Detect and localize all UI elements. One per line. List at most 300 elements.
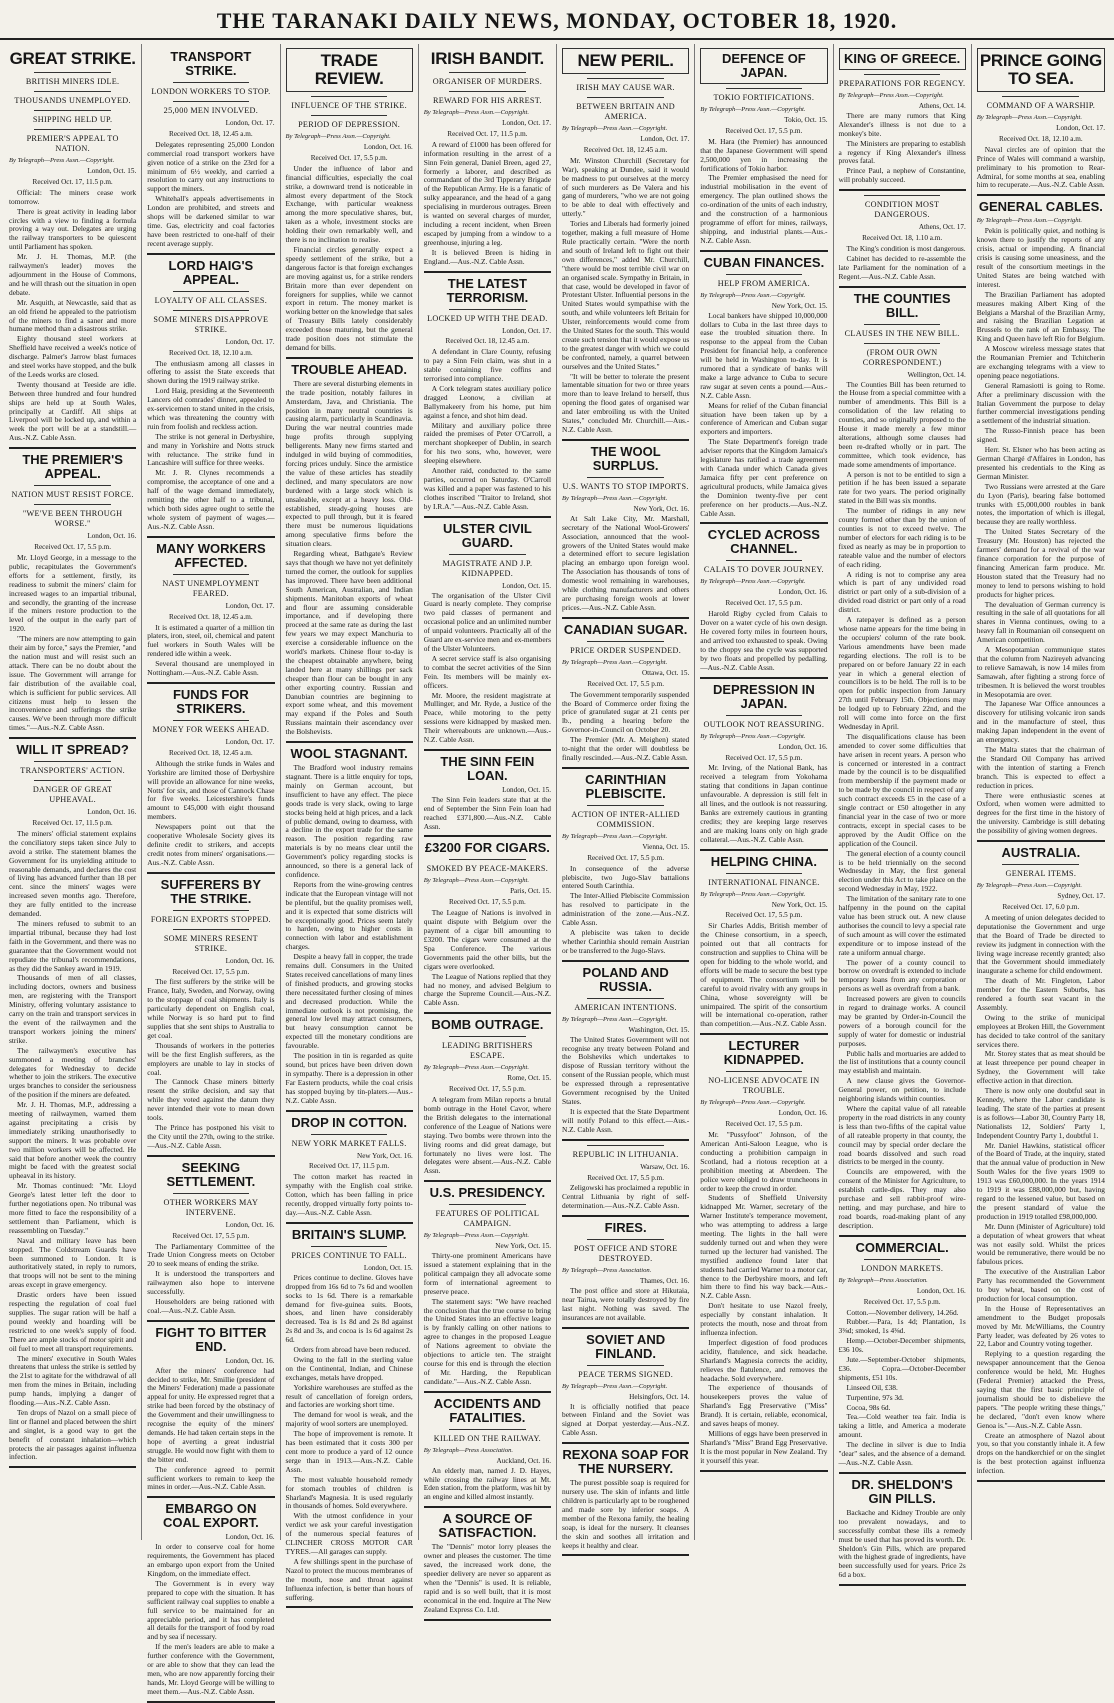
article-dateline: Rome, Oct. 15. [507, 1074, 551, 1083]
article-paragraph: The Counties Bill has been returned to the House from a special committee with a number of amendments. This Bill is a consolidation of the law relating to counties, and so originally proposed to the House it made merely a few minor alterations, although some clauses had been re-drafted wholly or in part. The committee, which took evidence, has made some amendments of importance. [838, 379, 966, 469]
article-paragraph: It is believed Breen is hiding in England.—Aus.-N.Z. Cable Assn. [423, 247, 551, 266]
divider-rule [34, 780, 110, 781]
article-paragraph: The number of ridings in any new county formed other than by the union of counties is not to exceed twelve. The number of electors for each riding is to be fixed as nearly as may be in proportion to rateable value and the number of electors of each riding. [838, 506, 966, 569]
article-dateline: New York, Oct. 15. [495, 1242, 551, 1251]
divider-rule [587, 805, 663, 806]
article-headline: FUNDS FOR STRIKERS. [172, 686, 249, 716]
divider-rule [587, 1365, 663, 1366]
article-byline: By Telegraph—Press Association. [562, 1267, 652, 1275]
article-body [286, 165, 413, 353]
article-end-rule [424, 835, 551, 837]
article-headline: COMMERCIAL. [855, 1239, 949, 1255]
article-dateline: London, Oct. 17. [1056, 124, 1105, 132]
article-paragraph: Mr. Moore, the resident magistrate at Mullinger, and Mr. Ryde, a Justice of the Peace, while motoring to the petty sessions were kidnapped by masked men. Their whereabouts are unknown.—Aus.-N.Z. Cable Assn. [423, 690, 551, 745]
article-paragraph: There are several disturbing elements in the trade position, notably failures in Amsterdam, Java, and Christiania. The position in many neutral countries is causing alarm, particularly in Scandinavia. During the war neutral countries made huge profits through supplying belligerents. Many new firms started and indulged in wild buying of commodities, forcing prices unduly. Since the armistice the value of these articles has steadily declined, and many speculators are now burdened with a large stock which is unsaleable, except at a heavy loss. Old-established, steady-going houses are expected to pull through, but it is feared there must be numerous liquidations among speculative firms before the situation clears. [285, 378, 413, 549]
article-body [700, 1131, 827, 1466]
article-end-rule [424, 1391, 551, 1393]
article-received: Received Oct. 17, 11.5 p.m. [32, 819, 113, 828]
article-body [424, 1096, 551, 1176]
article [700, 683, 827, 851]
article-received: Received Oct. 18, 12.10 a.m. [169, 348, 253, 357]
article-received: Received Oct. 17, 5.5 p.m. [587, 853, 665, 862]
article-paragraph: A Moscow wireless message states that the Roumanian Premier and Tchitcherin are exchanging telegrams with a view to opening peace negotiations. [976, 344, 1105, 380]
article-headline: HELPING CHINA. [710, 853, 817, 869]
article-dateline: Athens, Oct. 14. [918, 102, 966, 110]
divider-rule [173, 101, 249, 102]
article-body [147, 360, 274, 532]
divider-rule [449, 554, 525, 555]
article [424, 1186, 551, 1393]
article-paragraph: The Russo-Finnish peace has been signed. [976, 426, 1105, 445]
article-paragraph: The Malta states that the chairman of the Standard Oil Company has arrived with the intention of starting a French branch. This is expected to effect a reduction in prices. [976, 745, 1105, 790]
article [839, 1241, 966, 1474]
article-paragraph: An elderly man, named J. D. Hayes, while crossing the railway lines at Mt. Eden station, from the platform, was hit by an engine and killed almost instantly. [423, 1465, 551, 1502]
article-paragraph: Mr. Lloyd George, in a message to the public, recapitulates the Government's efforts for a settlement, firstly, its readiness to submit the miners' claim for increased wages to an impartial tribunal, and secondly, the granting of the increase if the miners restore production to the level of the output in the early part of 1920. [9, 553, 137, 634]
article [700, 48, 827, 252]
article-end-rule [424, 1506, 551, 1508]
article-paragraph: The Inter-Allied Plebiscite Commission has resolved to participate in the administration of the zone.—Aus.-N.Z. Cable Assn. [562, 891, 690, 928]
article-headline: TRADE REVIEW. [286, 48, 413, 92]
article-subhead: TRANSPORTERS' ACTION. [20, 766, 125, 776]
article [839, 48, 966, 191]
article-paragraph: M. Hara (the Premier) has announced that the Japanese Government will spend 2,500,000 yen in increasing the fortifications of Tokio harbor. [700, 136, 828, 173]
article-end-rule [839, 1584, 966, 1586]
article-end-rule [147, 1155, 274, 1157]
article-paragraph: The United States Government will not recognise any treaty between Poland and the Bolsheviks which undertakes to dispose of Russian territory without the consent of the Russian people, which must be expressed through a representative Government recognised by the United States. [562, 1034, 690, 1106]
article-paragraph: Zeligowski has proclaimed a republic in Central Lithuania by right of self-determination.—Aus.-N.Z. Cable Assn. [562, 1183, 690, 1211]
article-paragraph: The executive of the Australian Labor Party has recommended the Government to buy wheat, based on the cost of production for local consumption. [976, 1267, 1105, 1303]
article-paragraph: The Premier (Mr. A. Meighen) stated to-night that the order will doubtless be finally rescinded.—Aus.-N.Z. Cable Assn. [562, 735, 690, 762]
article [424, 50, 551, 273]
column-1 [4, 44, 142, 1540]
article-byline: By Telegraph—Press Assn.—Copyright. [285, 133, 391, 140]
article [424, 522, 551, 751]
article-paragraph: Don't hesitate to use Nazol freely, especially by constant inhalation. It protects the mouth, nose and throat from influenza infection. [700, 1301, 828, 1337]
article-dateline: Paris, Oct. 15. [510, 887, 551, 896]
article-paragraph: The devaluation of German currency is resulting in the sale of all quotations for all shares in Vienna continues, owing to a heavy fall in Roumanian oil consequent on American competition. [976, 599, 1105, 645]
article-paragraph: Another raid, conducted to the same parties, occurred on Saturday. O'Carroll was killed and a paper was fastened to his clothes inscribed "Traitor to Ireland, shot by I.R.A."—Aus.-N.Z. Cable Assn. [423, 466, 551, 511]
divider-rule [587, 477, 663, 478]
article-paragraph: Thousands of workers in the potteries will be the first English sufferers, as the employers are unable to lay in stocks of coal. [147, 1040, 275, 1077]
article-end-rule [424, 1619, 551, 1621]
article-end-rule [700, 250, 827, 252]
article-dateline: London, Oct. 16. [87, 532, 137, 541]
article [839, 292, 966, 1237]
article-body [977, 914, 1105, 1476]
article-paragraph: In the House of Representatives an amendment to the Budget proposals moved by Mr. McWilliams, the Country Party leader, was defeated by 26 votes to 22, Labor and Country voting together. [976, 1303, 1105, 1349]
divider-rule [726, 1071, 802, 1072]
article-paragraph: The League of Nations is involved in quaint dispute with Belgium over the payment of a cigar bill amounting to £3200. The cigars were consumed at the Spa Conference. The various Governments paid the other bills, but the cigars were overlooked. [423, 908, 551, 971]
article-paragraph: The "Dennis" motor lorry pleases the owner and pleases the customer. The time saved, the increased work done, the speedier delivery are never so apparent as when the "Dennis" is used. It is reliable, rapid and is so well built, that it is most economical in the end. Inquire at The New Zealand Express Co. Ltd. [423, 1542, 551, 1614]
article-paragraph: Mr. J. R. Clynes recommends a compromise, the acceptance of one and a half of the wage demand immediately, remitting the other half to a tribunal, which both sides agree ought to settle the whole system of payment of wages.—Aus.-N.Z. Cable Assn. [147, 468, 275, 531]
article-subhead: PREMIER'S APPEAL TO NATION. [26, 134, 119, 153]
article-dateline: Warsaw, Oct. 16. [640, 1162, 690, 1171]
article-dateline: London, Oct. 15. [502, 785, 551, 794]
article-paragraph: The statement says: "We have reached the conclusion that the true course to bring the United States into an effective league is by frankly calling on other nations to agree to changes in the proposed League of Nations agreement to obviate the objections to article ten. The straight course for this end is through the election of Mr. Harding, the Republican candidate."—Aus.-N.Z. Cable Assn. [423, 1296, 551, 1386]
article-end-rule [839, 1472, 966, 1474]
article-paragraph: The enthusiasm among all classes in offering to assist the State exceeds that shown during the 1919 railway strike. [147, 358, 275, 386]
article-subhead: SHIPPING HELD UP. [32, 115, 113, 124]
divider-rule [864, 195, 940, 196]
article [147, 688, 274, 874]
article-end-rule [424, 1012, 551, 1014]
article-received: Received Oct. 18, 12.45 a.m. [445, 337, 530, 346]
article-paragraph: The limitation of the sanitary rate to one halfpenny in the pound on the capital value has been struck out. A new clause authorises the council to levy a special rate of such amount as will cover the estimated expenditure or to impose instead of the rate a uniform annual charge. [838, 894, 966, 957]
article-received: Received Oct. 17, 6.0 p.m. [1002, 902, 1080, 911]
article-paragraph: A ratepayer is defined as a person whose name appears for the time being in the occupiers' column of the rate book. Various amendments have been made regarding elections. The roll is to be prepared on or before January 22 in each year in which a general election of councillors is to be held. The roll is to be open for public inspection from January 27th until February 15th. Objections may be lodged up to February 22nd, and the roll will come into force on the first Wednesday in April. [838, 615, 966, 731]
article-dateline: London, Oct. 16. [225, 1220, 275, 1229]
article-paragraph: Local bankers have shipped 10,000,000 dollars to Cuba in the last three days to ease the troubled situation there. In response to the appeal from the Cuban President for financial help, a conference will be held in Washington to-day. It is rumored that a syndicate of banks will make a large advance to Cuba to secure raw sugar at seven cents a pound.—Aus.-N.Z. Cable Assn. [700, 310, 828, 400]
article-paragraph: Lord Haig, presiding at the Seventeenth Lancers old comrades' dinner, appealed to ex-servicemen to stand united in the crisis, which was threatening the country with ruin from foolish and reckless action. [147, 386, 275, 431]
article-byline: By Telegraph—Press Assn.—Copyright. [423, 1232, 530, 1240]
article-end-rule [977, 1480, 1105, 1482]
article-paragraph: The Prince has postponed his visit to the City until the 27th, owing to the strike.—Aus.-N.Z. Cable Assn. [147, 1122, 275, 1150]
article-paragraph: The League of Nations replied that they had no money, and advised Belgium to charge the Supreme Council.—Aus.-N.Z. Cable Assn. [423, 971, 551, 1008]
article-dateline: Auckland, Oct. 16. [496, 1456, 551, 1465]
article-subhead: MAGISTRATE AND J.P. KIDNAPPED. [442, 558, 533, 578]
divider-rule [34, 129, 110, 130]
article-end-rule [562, 1139, 689, 1141]
article-paragraph: Mr. J. H. Thomas, M.P. (the railwaymen's leader) moves the adjournment in the House of Commons, and he will thrash out the situation in open debate. [9, 252, 137, 297]
divider-rule [864, 343, 940, 344]
article-body [147, 624, 274, 678]
article-paragraph: Reports from the wine-growing centres indicate that the European vintage will not be plentiful, but the quality promises well, and it is expected that some districts will be exceptionally good. Prices seem lately to harden, owing to higher costs in connection with labor and establishment charges. [285, 879, 413, 952]
article-headline: AUSTRALIA. [1001, 845, 1081, 861]
article-body [562, 157, 689, 435]
article [147, 50, 274, 255]
article-received: Received Oct. 17, 5.5 p.m. [725, 599, 803, 608]
article-subhead: GENERAL ITEMS. [1005, 869, 1077, 879]
divider-rule [587, 78, 663, 79]
article-paragraph: Drastic orders have been issued respecting the regulation of coal fuel supplies. The sugar ration will be half a pound weekly and hoarding will be restricted to one week's supply of food. There are ample stocks of motor spirit and oil fuel to meet all transport requirements. [9, 1290, 137, 1353]
article-paragraph: Ten drops of Nazol on a small piece of lint or flannel and placed between the shirt and singlet, is a good way to get the benefit of constant inhalation—which protects the air passages against influenza infection. [9, 1407, 137, 1462]
article-headline: A SOURCE OF SATISFACTION. [438, 1511, 537, 1541]
article-dateline: Athens, Oct. 17. [918, 223, 966, 232]
article-byline: By Telegraph—Press Assn.—Copyright. [9, 157, 115, 164]
article-paragraph: Where the capital value of all rateable property in the road districts in any county is less than two-fifths of the capital value of all rateable property in that county, the council may by special order declare the road boards dissolved and such road districts to be merged in the county. [838, 1104, 966, 1167]
article-headline: TROUBLE AHEAD. [291, 361, 408, 377]
article-paragraph: The State Department's foreign trade adviser reports that the Kingdom Jamaica's legislature has ratified a trade agreement with Canada under which Canada gives Jamaica fifty per cent preference on agricultural products, while Jamaica gives the Dominion twenty-five per cent preference on her products.—Aus.-N.Z. Cable Assn. [700, 437, 828, 518]
article-paragraph: Whitehall's appeals advertisements in London are prohibited, and streets and shops will be darkened similar to war time. Gas, electricity and coal factories have been restricted to one-half of their recent average supply. [147, 194, 275, 248]
article-headline: THE SINN FEIN LOAN. [440, 753, 535, 783]
article-dateline: London, Oct. 15. [502, 581, 551, 590]
article-subhead: 25,000 MEN INVOLVED. [163, 106, 259, 115]
article-headline: LORD HAIG'S APPEAL. [168, 257, 254, 287]
article-subhead: "WE'VE BEEN THROUGH WORSE." [22, 509, 123, 529]
article-paragraph: "It will be better to tolerate the present lamentable situation for two or three years more than to leave Ireland to herself, thus opening the flood gates of organised war and later embroiling us with the United States," concluded Mr. Churchill.—Aus.-N.Z. Cable Assn. [562, 371, 690, 434]
article-paragraph: Under the influence of labor and financial difficulties, especially the coal strike, a downward trend is noticeable in almost every department of the Stock Exchange, with particular weakness among the more speculative shares, but, taken as a whole, investment stocks are holding their own remarkably well, and there is no inclination to realise. [285, 163, 413, 245]
article-dateline: Washington, Oct. 15. [628, 1025, 690, 1034]
article [562, 1448, 689, 1556]
article-paragraph: The King's condition is most dangerous. [846, 243, 966, 253]
article-body [839, 112, 966, 185]
article-received: Received Oct. 18, 12.45 a.m. [583, 145, 668, 154]
article-body [562, 1184, 689, 1211]
article-paragraph: Mr. Daniel Hawkins, statistical officer of the Board of Trade, at the inquiry, stated that the annual value of production in New South Wales for the five years 1909 to 1913 was £60,000,000. In the years 1914 to 1919 it was £88,000,000 but, having regard to the lessened value, but based on the present standard of value the production in 1919 totalled £98,000,000. [976, 1140, 1105, 1221]
article-received: Received Oct. 17, 5.5 p.m. [725, 753, 803, 762]
article-paragraph: Replying to a question regarding the newspaper announcement that the Genoa conference would be held, Mr. Hughes (Federal Premier) attacked the Press, saying that the first basic principle of journalism should be to disbelieve the papers. "The people writing these things," he declared, "don't even know where Genoa is."—Aus.-N.Z. Cable Assn. [976, 1349, 1105, 1430]
article-paragraph: Means for relief of the Cuban financial situation have been taken up by a conference of American and Cuban sugar exporters and importers. [700, 400, 828, 437]
article-dateline: London, Oct. 16. [225, 956, 275, 965]
article-paragraph: Create an atmosphere of Nazol about you, so that you constantly inhale it. A few drops on the handkerchief or on the singlet is the best protection against influenza infection. [976, 1430, 1105, 1476]
article-subhead: LOYALTY OF ALL CLASSES. [154, 295, 268, 305]
article-received: Received Oct. 17, 5.5 p.m. [172, 1231, 250, 1240]
article-subhead: ORGANISER OF MURDERS. [432, 77, 543, 86]
divider-rule [1002, 96, 1079, 97]
article-end-rule [147, 872, 274, 874]
divider-rule [173, 291, 249, 292]
divider-rule [587, 998, 663, 999]
article-subhead: OUTLOOK NOT REASSURING. [703, 719, 825, 729]
article-subhead: REWARD FOR HIS ARREST. [432, 96, 542, 105]
article-received: Received Oct. 18, 1.10 a.m. [862, 234, 943, 243]
article-headline: SOVIET AND FINLAND. [586, 1331, 666, 1361]
article-end-rule [700, 1033, 827, 1035]
divider-rule [173, 574, 249, 575]
article-paragraph: Yorkshire warehouses are stuffed as the result of cancellation of foreign orders, and factories are working short time. [285, 1382, 413, 1410]
article-paragraph: The general election of a county council is to be held triennially on the second Wednesday in May, the first general election under this Act to take place on the second Wednesday in May, 1922. [838, 848, 966, 894]
article-received: Received Oct. 17, 5.5 p.m. [587, 679, 665, 688]
article-subhead: CALAIS TO DOVER JOURNEY. [703, 565, 824, 575]
article-headline: REXONA SOAP FOR THE NURSERY. [562, 1447, 689, 1477]
article-dateline: New York, Oct. 16. [633, 504, 690, 513]
article-headline: WOOL STAGNANT. [290, 746, 408, 762]
article-headline: BRITAIN'S SLUMP. [291, 1226, 407, 1242]
article-paragraph: Councils are empowered, with the consent of the Minister for Agriculture, to establish cattle-dips. They may also purchase and sell rabbit-proof wire-netting, and may purchase, and hire to road boards, road-making plant of any description. [838, 1167, 966, 1230]
article-paragraph: Millions of eggs have been preserved in Sharland's "Miss" Brand Egg Preservative. It is the most popular in New Zealand. Try it yourself this year. [700, 1428, 828, 1465]
article-headline: THE COUNTIES BILL. [853, 290, 951, 320]
article-paragraph: The disqualifications clause has been amended to cover some difficulties that have arisen in recent years. A person who is concerned or interested in a contract made by the council is to be disqualified from membership if the payment made or to be made by the council in respect of any such contract exceeds £5 in the case of a single contract or £50 altogether in any financial year in the case of two or more contracts, except in special cases to be approved by the Audit Office on the application of the Council. [838, 731, 966, 848]
article-end-rule [700, 522, 827, 524]
article-subhead: OTHER WORKERS MAY INTERVENE. [163, 1197, 259, 1217]
article-paragraph: A plebiscite was taken to decide whether Carinthia should remain Austrian or be transferred to the Jugo-Slavs. [562, 928, 690, 955]
article-byline: By Telegraph—Press Association. [423, 1446, 514, 1454]
article-paragraph: Although the strike funds in Wales and Yorkshire are limited those of Derbyshire will provide an allowance for nine weeks, Notts' for six, and those of Cannock Chase for five weeks. Leicestershire's funds amount to £45,000 with eight thousand members. [147, 758, 275, 822]
article-paragraph: The organisation of the Ulster Civil Guard is nearly complete. They comprise two paid classes of permanent and occasional police and an unlimited number of unpaid volunteers. Practically all of the Guard are ex-service men and ex-members of the Ulster Volunteers. [423, 590, 551, 653]
article-headline: DROP IN COTTON. [291, 1114, 408, 1130]
article-headline: FIGHT TO BITTER END. [155, 1324, 267, 1354]
article-headline: U.S. PRESIDENCY. [429, 1185, 546, 1201]
divider-rule [449, 859, 525, 860]
article-body [562, 515, 689, 613]
article-paragraph: Backache and Kidney Trouble are only too prevalent nowadays, and to successfully combat these ills a remedy must be used that has proved its worth. Dr. Sheldon's Gin Pills, which are prepared with the highest grade of ingredients, have been successfully used for years. Price 2s 6d a box. [838, 1507, 966, 1580]
article-subhead: INTERNATIONAL FINANCE. [708, 877, 820, 887]
article-paragraph: Cabinet has decided to re-assemble the late Parliament for the nomination of a Regent.—Aus.-N.Z. Cable Assn. [838, 253, 966, 281]
article-paragraph: Jute.—September-October shipments, £36. Copra.—October-December shipments, £51 10s. [838, 1355, 966, 1382]
article-paragraph: The Government temporarily suspended the Board of Commerce order fixing the price of granulated sugar at 21 cents per lb., pending a hearing before the Governor-in-Council on October 20. [562, 689, 690, 735]
article-paragraph: Mr. "Pussyfoot" Johnson, of the American Anti-Saloon League, who is conducting a prohibition campaign in Scotland, had a riotous reception at a prohibition meeting at Aberdeen. The police were obliged to draw truncheons in order to keep the crowd in order. [700, 1130, 828, 1193]
article-received: Received Oct. 17, 5.5 p.m. [863, 1297, 941, 1306]
article-subhead: PRICE ORDER SUSPENDED. [570, 645, 682, 655]
article-paragraph: A secret service staff is also organising to combat the secret activities of the Sinn Fein. Its members will be mainly ex-officers. [423, 653, 551, 690]
article-headline: DEPRESSION IN JAPAN. [712, 681, 815, 711]
article-paragraph: Hemp.—October-December shipments, £36 10s. [838, 1336, 966, 1355]
article-body [562, 1403, 689, 1439]
article [9, 453, 136, 739]
article [562, 623, 689, 769]
article-dateline: London, Oct. 17. [502, 119, 551, 127]
article-paragraph: Herr. St. Elsner who has been acting as German Chargé d'Affaires in London, has presented his credentials to the King as German Minister. [976, 445, 1105, 481]
article-paragraph: Prince Paul, a nephew of Constantine, will probably succeed. [838, 166, 966, 185]
article [424, 841, 551, 1014]
article [562, 445, 689, 619]
article-paragraph: Mr. Winston Churchill (Secretary for War), speaking at Dundee, said it would be madness to put ourselves at the mercy of such murderers as De Valera and his gang of murderers, "who we are not going to be able to deal with effectively and utterly." [562, 155, 690, 219]
article-subhead: REPUBLIC IN LITHUANIA. [572, 1149, 679, 1159]
article-paragraph: The post office and store at Hikutaia, near Tairua, were totally destroyed by fire last night. Nothing was saved. The insurances are not available. [562, 1286, 690, 1322]
article-received: Received Oct. 17, 5.5 p.m. [725, 126, 803, 135]
article-paragraph: The miners refused to submit to an impartial tribunal, because they had lost faith in the Government, and there was no guarantee that the Government would not repudiate the tribunal's recommendations, as they did the Sankey award in 1919. [9, 919, 137, 973]
article-body [147, 1543, 274, 1696]
article-body [977, 146, 1105, 191]
article-received: Received Oct. 17, 5.5 p.m. [448, 898, 526, 907]
article-end-rule [562, 617, 689, 619]
article-headline: EMBARGO ON COAL EXPORT. [162, 1501, 259, 1531]
article-paragraph: A Cork telegram states auxiliary police dragged Leonow, a civilian at Ballymakeery from his home, put him against a fence, and shot him dead. [423, 383, 551, 420]
article-paragraph: A Mesopotamian communique states that the column from Nazireyeh advancing to relieve Samawah, is now 14 miles from Samawah, after fighting a strong force of tribesmen. It is believed the worst troubles in Mesopotamia are over. [976, 645, 1105, 699]
article-byline: By Telegraph—Press Assn.—Copyright. [562, 1015, 668, 1023]
article-paragraph: The death of Mr. Fingleton, Labor member for the Eastern Suburbs, has rendered a fourth seat vacant in the Assembly. [976, 976, 1105, 1012]
article-received: Received Oct. 17, 5.5 p.m. [587, 1173, 665, 1182]
article-end-rule [700, 1470, 827, 1472]
article-end-rule [839, 1235, 966, 1237]
article-dateline: Ottawa, Oct. 15. [641, 668, 690, 677]
article-paragraph: The railwaymen's executive has summoned a meeting of branches' delegates for Wednesday to decide whether to join the strikers. The executive urges branches to consider the seriousness of the position if the miners are defeated. [9, 1045, 137, 1100]
article-paragraph: There are many rumors that King Alexander's illness is not due to a monkey's bite. [838, 110, 966, 138]
article-subhead: SMOKED BY PEACE-MAKERS. [426, 864, 549, 874]
article-paragraph: The experience of thousands of housekeepers proves the value of Sharland's Egg Preservative ("Miss" Brand). It is certain, reliable, economical, and saves heaps of money. [700, 1383, 828, 1429]
article-dateline: London, Oct. 16. [225, 1533, 275, 1542]
article-body [286, 380, 413, 737]
article-end-rule [286, 1606, 413, 1608]
article-subhead: DANGER OF GREAT UPHEAVAL. [32, 785, 113, 805]
article-paragraph: A few shillings spent in the purchase of Nazol to protect the mucous membranes of the mouth, nose and throat against Influenza infection, is better than hours of suffering. [285, 1556, 413, 1602]
article-received: Received Oct. 18, 12.45 a.m. [169, 748, 253, 757]
article-paragraph: The most valuable household remedy for stomach troubles of children is Sharland's Magnesia. It is used regularly in thousands of homes. Sold everywhere. [285, 1474, 413, 1511]
divider-rule [864, 324, 940, 325]
article-dateline: Thames, Oct. 16. [639, 1277, 690, 1286]
article-paragraph: Thirty-one prominent Americans have issued a statement explaining that in the political campaign they all advocate some form of international agreement to preserve peace. [423, 1251, 551, 1296]
article-paragraph: Mr. Irving, of the National Bank, has received a telegram from Yokohama stating that conditions in Japan continue unfavourable. A depression is still felt in all lines, and the outlook is not reassuring. Banks are extremely cautious in granting credits; they are keeping large reserves and are making loans only on high grade collateral.—Aus.-N.Z. Cable Assn. [700, 763, 828, 844]
article-body [147, 141, 274, 249]
article-end-rule [147, 1701, 274, 1703]
article-subhead: U.S. WANTS TO STOP IMPORTS. [562, 481, 689, 491]
article-dateline: Helsingfors, Oct. 14. [629, 1392, 690, 1401]
article-byline: By Telegraph—Press Assn.—Copyright. [423, 109, 530, 116]
article-paragraph: It is officially notified that peace between Finland and the Soviet was signed at Dorpat yesterday.—Aus.-N.Z. Cable Assn. [562, 1401, 690, 1438]
article-subhead: BRITISH MINERS IDLE. [25, 77, 120, 86]
article-paragraph: In consequence of the adverse plebiscite, two Jugo-Slav battalions entered South Carinthia. [562, 863, 690, 891]
divider-rule [449, 72, 525, 73]
article [286, 747, 413, 1111]
article-subhead: LONDON WORKERS TO STOP. [151, 87, 271, 96]
article-paragraph: There is now only one doubtful seat in Kennedy, where the Labor candidate is leading. The state of the parties at present is as follows—Labor 30, Country Party 18, Nationalists 12, Soldiers' Party 1, Independent Country Party 1, doubtful 1. [976, 1086, 1105, 1140]
article-paragraph: Owing to the fall in the sterling value on the Continental, Indian, and Chinese exchanges, metals have dropped. [285, 1354, 413, 1382]
article-paragraph: Turpentine, 97s 3d. [846, 1392, 904, 1402]
article-end-rule [562, 767, 689, 769]
article-end-rule [286, 1110, 413, 1112]
article-end-rule [147, 1496, 274, 1498]
article-paragraph: The power of a county council to borrow on overdraft is extended to include temporary loans from any corporation or persons as well as overdraft from a bank. [838, 957, 966, 994]
article-paragraph: The miners' executive in South Wales threatens that unless the strike is settled by the 21st to agitate for the withdrawal of all men from the mines in Britain, including pump hands, implying a danger of flooding.—Aus.-N.Z. Cable Assn. [9, 1353, 137, 1408]
article-paragraph: It is estimated a quarter of a million tin platers, iron, steel, oil, chemical and patent fuel workers in South Wales will be rendered idle within a week. [147, 622, 275, 659]
article-paragraph: The cotton market has reacted in sympathy with the English coal strike. Cotton, which has been falling in price recently, dropped virtually forty points to-day.—Aus.-N.Z. Cable Assn. [285, 1172, 413, 1217]
article-body [424, 141, 551, 267]
article-byline: By Telegraph—Press Assn.—Copyright. [976, 114, 1083, 121]
article-dateline: London, Oct. 16. [916, 1286, 966, 1295]
article-received: Received Oct. 17, 5.5 p.m. [725, 911, 803, 920]
article-paragraph: Pekin is politically quiet, and nothing is known there to justify the reports of any crisis, actual or impending. A financial crisis is causing some uneasiness, and the result of the consortium meetings in the United States are being watched with interest. [976, 226, 1105, 289]
article [839, 1478, 966, 1586]
divider-rule [726, 873, 802, 874]
article [562, 48, 689, 441]
article-dateline: London, Oct. 16. [363, 143, 413, 151]
article [147, 1161, 274, 1322]
article-headline: ULSTER CIVIL GUARD. [442, 520, 532, 550]
article-body [424, 348, 551, 511]
article-end-rule [147, 1320, 274, 1322]
divider-rule [726, 715, 802, 716]
divider-rule [587, 1239, 663, 1240]
article-dateline: London, Oct. 15. [363, 1263, 413, 1272]
article [147, 1502, 274, 1702]
article-body [839, 381, 966, 1231]
article-dateline: Wellington, Oct. 14. [907, 370, 966, 379]
article [700, 528, 827, 678]
article-body [147, 978, 274, 1150]
divider-rule [864, 1259, 940, 1260]
article [147, 878, 274, 1157]
article-paragraph: The first sufferers by the strike will be France, Italy, Sweden, and Norway, owing to the stoppage of coal shipments. Italy is particularly dependent on English coal, while Norway is so hard put to find supplies that she sent ships to Australia to get coal. [147, 977, 275, 1040]
article-dateline: London, Oct. 16. [87, 808, 137, 817]
article-paragraph: The United States Secretary of the Treasury (Mr. Houston) has rejected the farmers' demand for a revival of the war finance corporation for the purpose of financing American farm produce. Mr. Houston stated that the Treasury had no money to lend to persons wishing to hold products for higher prices. [976, 527, 1105, 599]
article-subhead: FEATURES OF POLITICAL CAMPAIGN. [435, 1209, 540, 1229]
article-byline: By Telegraph—Press Association. [838, 1276, 928, 1284]
article-body [147, 1243, 274, 1316]
article-dateline: London, Oct. 16. [778, 1109, 828, 1118]
article-paragraph: A new clause gives the Governor-General power, on petition, to include neighboring islands within counties. [838, 1076, 966, 1104]
divider-rule [449, 309, 525, 310]
article-paragraph: The miners' official statement explains the conciliatory steps taken since July to avoid a strike. The statement blames the Government for its unyielding attitude to reasonable demands, and declares the cost of living has advanced further than 18 per cent. since the miners' wages were increased seven months ago. Therefore, they are fully entitled to the increase demanded. [9, 828, 137, 919]
divider-rule [587, 1145, 663, 1146]
divider-rule [311, 1134, 387, 1135]
article-dateline: New York, Oct. 16. [357, 1151, 413, 1160]
article-end-rule [700, 677, 827, 679]
article-end-rule [424, 271, 551, 273]
article-paragraph: The Ministers are preparing to establish a regency if King Alexander's illness proves fatal. [838, 138, 966, 166]
article [286, 1228, 413, 1609]
article-paragraph: Prices continue to decline. Gloves have dropped from 16s 6d to 7s 6d and woollen socks to 1s 6d. There is a remarkable demand for five-guinea suits. Boots, shoes, and linen have considerably decreased. Tea is 1s 8d and 2s 8d against 2s 8d and 3s, and cocoa is 1s 6d against 2s 6d. [285, 1272, 413, 1345]
article-byline: By Telegraph—Press Assn.—Copyright. [700, 106, 806, 113]
column-2 [142, 44, 280, 1696]
article-byline: By Telegraph—Press Assn.—Copyright. [700, 291, 806, 299]
article [977, 846, 1105, 1482]
masthead-title: THE TARANAKI DAILY NEWS, MONDAY, OCTOBER 18, 1920. [216, 8, 898, 33]
article-paragraph: Despite a heavy fall in copper, the trade remains dull. Consumers in the United States received cancellations of many lines of finished products, and growing stocks there necessitated further closing of mines and decreased production. While the immediate outlook is not promising, the general low level may attract consumers, but heavy consumption cannot be expected till the monetary conditions are favourable. [285, 952, 413, 1051]
divider-rule [173, 929, 249, 930]
article-received: Received Oct. 17, 11.5 p.m. [32, 177, 113, 186]
article-body [147, 760, 274, 868]
article-headline: KING OF GREECE. [839, 48, 966, 70]
article-paragraph: Naval and military leave has been stopped. The Coldstream Guards have been summoned to London. It is authoritatively stated, in reply to rumors, that troops will not be sent to the mining areas except in grave emergency. [9, 1235, 137, 1290]
article-body [9, 189, 136, 443]
article [424, 1397, 551, 1509]
article-subhead: COMMAND OF A WARSHIP. [986, 101, 1096, 110]
column-4 [419, 44, 557, 1614]
article-subhead: PRICES CONTINUE TO FALL. [291, 1250, 407, 1260]
article-end-rule [9, 447, 136, 449]
article-subhead: POST OFFICE AND STORE DESTROYED. [573, 1244, 678, 1264]
article-body [424, 1467, 551, 1503]
